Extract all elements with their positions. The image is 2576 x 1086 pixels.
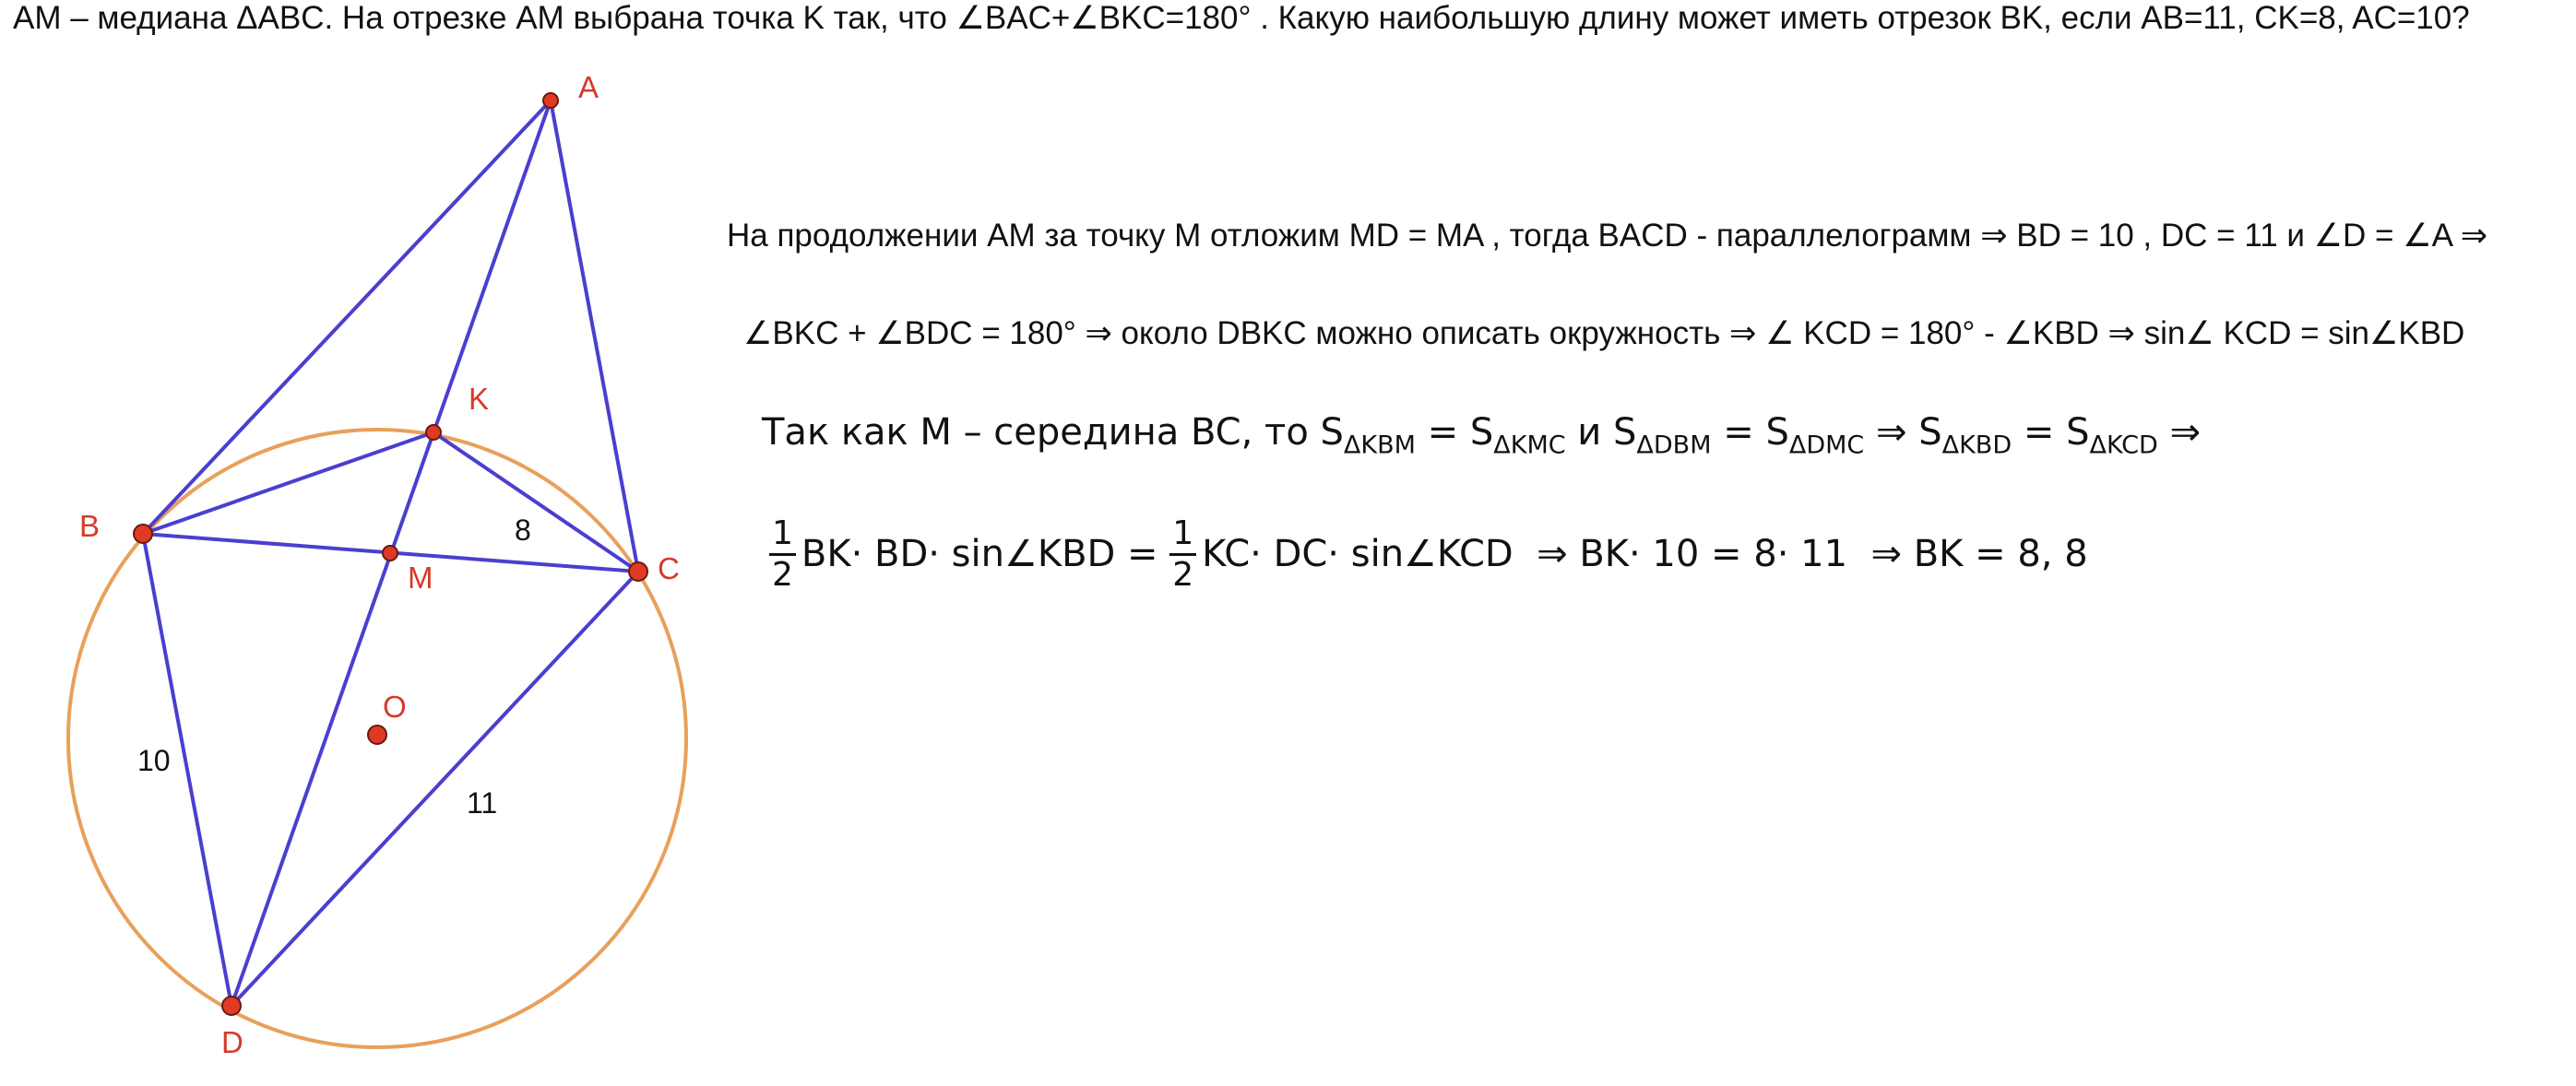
subscript: ΔKMC	[1493, 431, 1566, 460]
label-b: B	[79, 509, 101, 543]
subscript: ΔKCD	[2089, 431, 2158, 460]
fraction-denominator: 2	[1172, 555, 1194, 594]
solution-line-2: ∠BKC + ∠BDC = 180° ⇒ около DBKC можно описать окружность ⇒ ∠ KCD = 180° - ∠KBD ⇒ sin∠ KCD = sin∠KBD	[743, 315, 2465, 351]
length-dc: 11	[467, 786, 498, 820]
text-segment: = S	[2012, 411, 2090, 454]
subscript: ΔKBM	[1343, 431, 1416, 460]
length-ck: 8	[515, 513, 531, 547]
segment-dc	[231, 572, 638, 1006]
fraction-half	[1169, 516, 1196, 593]
fraction-denominator: 2	[772, 555, 793, 594]
solution-line-1: На продолжении AM за точку M отложим MD = MA , тогда BACD - параллелограмм ⇒ BD = 10 , DC = 11 и ∠D = ∠A ⇒	[727, 218, 2488, 254]
problem-statement: AM – медиана ΔABC. На отрезке AM выбрана точка K так, что ∠BAC+∠BKC=180° . Какую наибольшую длину может иметь отрезок BK, если AB=11, CK=8, AC=10?	[13, 0, 2470, 36]
point-c	[629, 562, 647, 581]
segment-kc	[433, 432, 638, 572]
point-k	[426, 425, 441, 440]
subscript: ΔDMC	[1788, 431, 1865, 460]
point-d	[222, 997, 241, 1015]
subscript: ΔDBM	[1636, 431, 1712, 460]
text-segment: и S	[1565, 411, 1637, 454]
text-segment: BK· BD· sin∠KBD =	[801, 533, 1170, 576]
point-o	[368, 726, 386, 744]
fraction-numerator: 1	[769, 516, 796, 556]
text-segment: ⇒ S	[1864, 411, 1942, 454]
text-segment: KC· DC· sin∠KCD ⇒ BK· 10 = 8· 11 ⇒ BK = 8, 8	[1202, 533, 2088, 576]
text-segment: = S	[1711, 411, 1789, 454]
solution-line-4	[769, 516, 2088, 593]
length-bd: 10	[137, 744, 171, 777]
segment-bk	[143, 432, 433, 534]
label-m: M	[408, 561, 433, 595]
text-segment: ⇒	[2157, 411, 2202, 454]
label-k: K	[469, 382, 490, 416]
text-segment: Так как M – середина BC, то S	[762, 411, 1344, 454]
segment-ac	[551, 100, 638, 572]
subscript: ΔKBD	[1941, 431, 2012, 460]
point-a	[543, 93, 558, 108]
fraction-numerator: 1	[1169, 516, 1196, 556]
point-m	[383, 546, 398, 561]
point-b	[134, 525, 152, 543]
label-c: C	[658, 551, 680, 585]
solution-line-3	[762, 411, 2201, 459]
label-o: O	[383, 690, 407, 724]
label-a: A	[578, 70, 599, 104]
fraction-half	[769, 516, 796, 593]
label-d: D	[221, 1025, 243, 1059]
text-segment: = S	[1415, 411, 1494, 454]
geometry-diagram	[0, 0, 738, 1086]
